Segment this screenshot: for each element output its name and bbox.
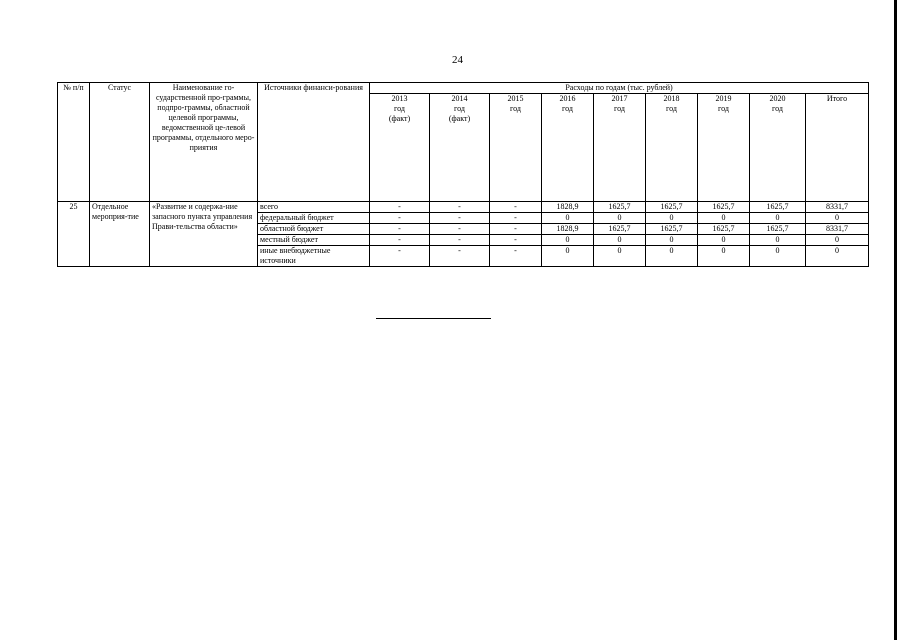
value-cell: 0 <box>646 246 698 267</box>
header-expenses: Расходы по годам (тыс. рублей) <box>370 83 869 94</box>
header-year: 2014 год (факт) <box>430 94 490 202</box>
value-cell: 0 <box>542 246 594 267</box>
value-cell: 0 <box>698 235 750 246</box>
value-cell: 0 <box>594 235 646 246</box>
value-cell: 1625,7 <box>750 224 806 235</box>
value-cell: - <box>370 235 430 246</box>
value-cell: 0 <box>594 246 646 267</box>
header-year: 2019 год <box>698 94 750 202</box>
value-cell: 0 <box>750 235 806 246</box>
value-cell: 0 <box>698 246 750 267</box>
source-label: областной бюджет <box>258 224 370 235</box>
value-cell: 0 <box>594 213 646 224</box>
value-cell: 1625,7 <box>594 202 646 213</box>
value-cell: 0 <box>750 213 806 224</box>
source-label: иные внебюджетные источники <box>258 246 370 267</box>
value-cell: - <box>370 202 430 213</box>
header-year: 2017 год <box>594 94 646 202</box>
value-cell: 1625,7 <box>698 224 750 235</box>
value-cell: - <box>490 213 542 224</box>
header-name: Наименование го-сударственной про-граммы, подпро-граммы, областной целевой программы, ведомственной це-левой программы, отдельного меро-приятия <box>150 83 258 202</box>
header-row-1 <box>58 83 869 94</box>
value-cell: - <box>370 224 430 235</box>
header-total: Итого <box>806 94 869 202</box>
total-cell: 0 <box>806 213 869 224</box>
header-year: 2013 год (факт) <box>370 94 430 202</box>
program-status: Отдельное мероприя-тие <box>90 202 150 267</box>
value-cell: 1625,7 <box>594 224 646 235</box>
value-cell: 0 <box>646 213 698 224</box>
end-divider <box>376 318 491 319</box>
value-cell: - <box>370 246 430 267</box>
value-cell: 0 <box>542 213 594 224</box>
program-num: 25 <box>58 202 90 267</box>
value-cell: 1625,7 <box>698 202 750 213</box>
header-num: № п/п <box>58 83 90 202</box>
header-year: 2018 год <box>646 94 698 202</box>
header-year: 2020 год <box>750 94 806 202</box>
value-cell: 1625,7 <box>750 202 806 213</box>
header-year: 2016 год <box>542 94 594 202</box>
source-label: федеральный бюджет <box>258 213 370 224</box>
value-cell: - <box>430 246 490 267</box>
value-cell: 1625,7 <box>646 224 698 235</box>
value-cell: 1828,9 <box>542 202 594 213</box>
scan-edge <box>894 0 897 640</box>
source-label: всего <box>258 202 370 213</box>
total-cell: 0 <box>806 235 869 246</box>
value-cell: - <box>430 202 490 213</box>
value-cell: 0 <box>646 235 698 246</box>
value-cell: 1625,7 <box>646 202 698 213</box>
value-cell: - <box>430 235 490 246</box>
value-cell: 0 <box>750 246 806 267</box>
total-cell: 0 <box>806 246 869 267</box>
value-cell: - <box>490 202 542 213</box>
header-sources: Источники финанси-рования <box>258 83 370 202</box>
header-year: 2015 год <box>490 94 542 202</box>
value-cell: - <box>490 224 542 235</box>
value-cell: - <box>430 224 490 235</box>
value-cell: - <box>490 246 542 267</box>
value-cell: - <box>370 213 430 224</box>
page-number: 24 <box>452 54 463 66</box>
budget-table <box>57 82 869 267</box>
program-name: «Развитие и содержа-ние запасного пункта управления Прави-тельства области» <box>150 202 258 267</box>
value-cell: - <box>490 235 542 246</box>
total-cell: 8331,7 <box>806 202 869 213</box>
table-row <box>58 202 869 213</box>
value-cell: 0 <box>698 213 750 224</box>
source-label: местный бюджет <box>258 235 370 246</box>
header-status: Статус <box>90 83 150 202</box>
value-cell: 0 <box>542 235 594 246</box>
value-cell: - <box>430 213 490 224</box>
value-cell: 1828,9 <box>542 224 594 235</box>
total-cell: 8331,7 <box>806 224 869 235</box>
